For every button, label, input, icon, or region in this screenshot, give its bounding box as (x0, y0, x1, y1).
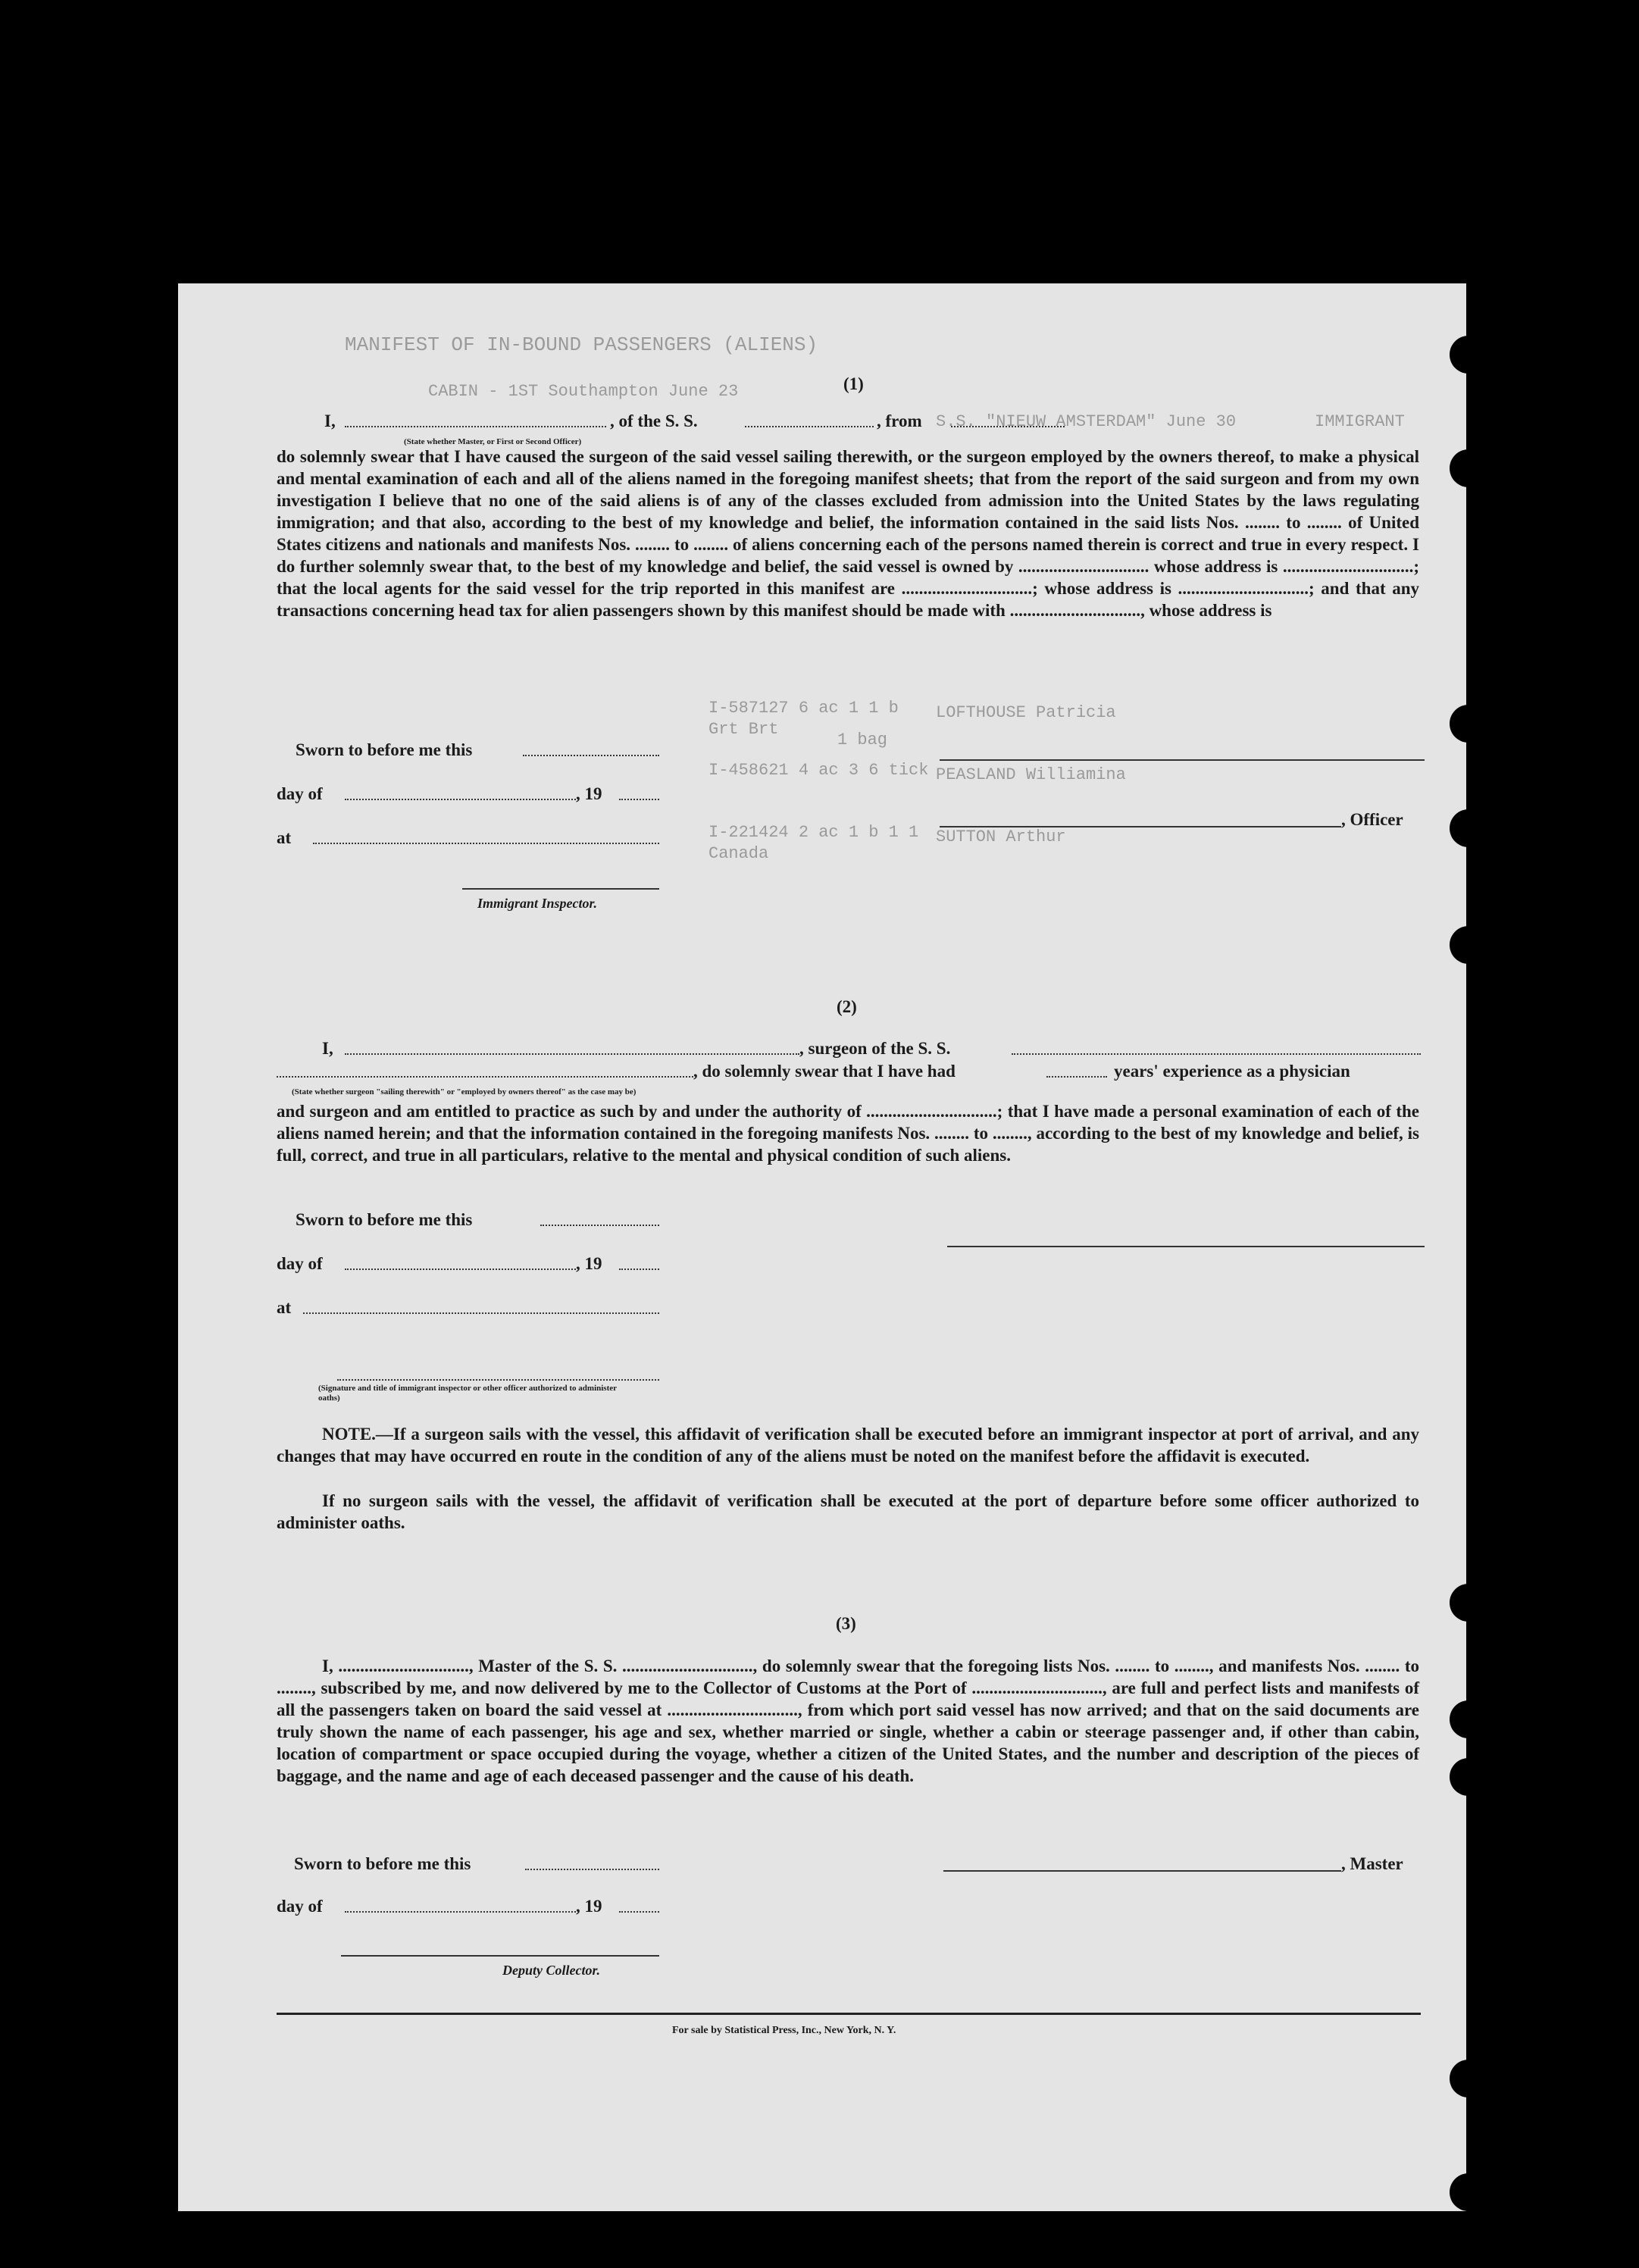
s2-at-field (303, 1312, 659, 1314)
binder-hole (1450, 1700, 1487, 1738)
s2-signature-line (947, 1246, 1425, 1247)
s1-at-label: at (277, 828, 292, 847)
s1-year-field (619, 799, 659, 800)
s2-vessel-field (1012, 1053, 1421, 1055)
binder-hole (1450, 336, 1487, 374)
s3-day-label: day of (277, 1897, 323, 1916)
bleed-grt: Grt Brt (708, 720, 779, 739)
s2-sworn-field (540, 1225, 659, 1226)
s3-master-line (943, 1870, 1341, 1872)
s2-affidavit-text: and surgeon and am entitled to practice as such by and under the authority of ..............................; that I have made a personal examination of each of the aliens named herein; and that the information contained in the foregoing manifests Nos. ........ to ........, according to the best of my knowledge and belief, is full, correct, and true in all particulars, relative to the mental and physical condition of such aliens. (277, 1102, 1419, 1165)
footer-printer: For sale by Statistical Press, Inc., New York, N. Y. (672, 2025, 896, 2036)
s1-affidavit-text: do solemnly swear that I have caused the surgeon of the said vessel sailing therewith, or the surgeon employed by the owners thereof, to make a physical and mental examination of each and all of the aliens named in the foregoing manifest sheets; that from the report of the said surgeon and from my own investigation I believe that no one of the said aliens is of any of the classes excluded from admission into the United States by the laws regulating immigration; and that also, according to the best of my knowledge and belief, the information contained in the said lists Nos. ........ to ........ of United States citizens and nationals and manifests Nos. ........ to ........ of aliens concerning each of the persons named therein is correct and true in every respect. I do further solemnly swear that, to the best of my knowledge and belief, the said vessel is owned by .............................. whose address is ..............................; that the local agents for the said vessel for the trip reported in this manifest are ..............................; whose address is ..............................; and that any transactions concerning head tax for alien passengers shown by this manifest should be made with .............................., whose address is (277, 447, 1419, 620)
section-3-number: (3) (836, 1614, 856, 1633)
s1-signature-line (940, 759, 1425, 761)
s3-sworn-field (525, 1869, 659, 1870)
manifest-page (178, 283, 1466, 2211)
binder-hole (1450, 2060, 1487, 2098)
s3-master-label: , Master (1341, 1854, 1403, 1873)
s2-at-label: at (277, 1298, 292, 1317)
s1-inspector-label: Immigrant Inspector. (477, 896, 598, 911)
s2-day-field (345, 1269, 576, 1270)
s1-inspector-line (462, 888, 659, 890)
s2-status-note: (State whether surgeon "sailing therewith" or "employed by owners thereof" as the case may be) (292, 1087, 637, 1096)
s3-year-field (619, 1911, 659, 1913)
s3-year-label: , 19 (576, 1897, 602, 1916)
s1-officer-name-field (345, 426, 606, 427)
bleed-stamp: IMMIGRANT (1315, 412, 1405, 431)
bleed-header: MANIFEST OF IN-BOUND PASSENGERS (ALIENS) (345, 333, 818, 356)
s1-from-field (951, 426, 1065, 427)
binder-hole (1450, 705, 1487, 743)
s2-note-1: NOTE.—If a surgeon sails with the vessel, this affidavit of verification shall be executed before an immigrant inspector at port of arrival, and any changes that may have occurred en route in the condition of any of the aliens must be noted on the manifest before the affidavit is executed. (277, 1425, 1419, 1466)
s1-from-label: , from (877, 411, 922, 430)
s1-officer-label: , Officer (1341, 810, 1403, 829)
s2-i-label: I, (322, 1039, 333, 1058)
section-1-number: (1) (843, 374, 864, 393)
bleed-line-a: CABIN - 1ST Southampton June 23 (428, 382, 739, 401)
s2-years-field (1046, 1076, 1107, 1078)
s3-sworn-label: Sworn to before me this (294, 1854, 471, 1873)
s2-sworn-label: Sworn to before me this (296, 1210, 473, 1229)
s1-vessel-field (745, 426, 874, 427)
binder-hole (1450, 449, 1487, 487)
footer-rule (277, 2013, 1421, 2015)
s1-officer-line (940, 826, 1341, 827)
s2-years-label: years' experience as a physician (1114, 1062, 1350, 1081)
s1-day-label: day of (277, 784, 323, 803)
s2-year-field (619, 1269, 659, 1270)
s1-sworn-label: Sworn to before me this (296, 740, 473, 759)
s1-i-label: I, (324, 411, 336, 430)
s1-sworn-field (523, 755, 659, 756)
s1-ss-label: , of the S. S. (610, 411, 698, 430)
s1-day-field (345, 799, 576, 800)
s2-status-field (277, 1076, 693, 1078)
s2-note-2: If no surgeon sails with the vessel, the affidavit of verification shall be executed at the port of departure before some officer authorized to administer oaths. (277, 1491, 1419, 1532)
bleed-line-b: S.S. "NIEUW AMSTERDAM" June 30 (936, 412, 1237, 431)
s2-surgeon-label: , surgeon of the S. S. (799, 1039, 951, 1058)
s2-signature-note: (Signature and title of immigrant inspector or other officer authorized to administer oaths) (318, 1384, 617, 1403)
binder-hole (1450, 926, 1487, 964)
binder-hole (1450, 1584, 1487, 1622)
bleed-code-2: I-458621 4 ac 3 6 tick (708, 761, 929, 780)
s3-day-field (345, 1911, 576, 1913)
bleed-name-3: SUTTON Arthur (936, 827, 1066, 846)
bleed-canada: Canada (708, 844, 769, 863)
bleed-name-1: LOFTHOUSE Patricia (936, 703, 1116, 722)
bleed-name-2: PEASLAND Williamina (936, 765, 1126, 784)
section-2-number: (2) (837, 997, 857, 1016)
s2-swear-label: , do solemnly swear that I have had (693, 1062, 956, 1081)
s3-collector-line (341, 1955, 659, 1957)
s1-officer-note: (State whether Master, or First or Second Officer) (404, 437, 582, 446)
binder-hole (1450, 2173, 1487, 2211)
s3-collector-label: Deputy Collector. (502, 1963, 600, 1978)
bleed-code-1: I-587127 6 ac 1 1 b (708, 699, 899, 718)
binder-hole (1450, 809, 1487, 847)
s2-year-label: , 19 (576, 1254, 602, 1273)
s3-affidavit-text: I, .............................., Master of the S. S. .............................., do solemnly swear that the foregoing lists Nos. ........ to ........, and manifests Nos. ........ to ........, subscribed by me, and now delivered by me to the Collector of Customs at the Port of .............................., are full and perfect lists and manifests of all the passengers taken on board the said vessel at .............................., from which port said vessel has now arrived; and that on the said documents are truly shown the name of each passenger, his age and sex, whether married or single, whether a cabin or steerage passenger and, if other than cabin, location of compartment or space occupied during the voyage, whether a citizen of the United States, and the number and description of the pieces of baggage, and the name and age of each deceased passenger and the cause of his death. (277, 1656, 1419, 1785)
s2-day-label: day of (277, 1254, 323, 1273)
s1-year-label: , 19 (576, 784, 602, 803)
binder-hole (1450, 1758, 1487, 1796)
bleed-code-3: I-221424 2 ac 1 b 1 1 (708, 823, 919, 842)
s2-signature-field (337, 1379, 659, 1381)
s1-at-field (313, 843, 659, 844)
s2-surgeon-name-field (345, 1053, 799, 1055)
bleed-bag: 1 bag (837, 730, 888, 749)
